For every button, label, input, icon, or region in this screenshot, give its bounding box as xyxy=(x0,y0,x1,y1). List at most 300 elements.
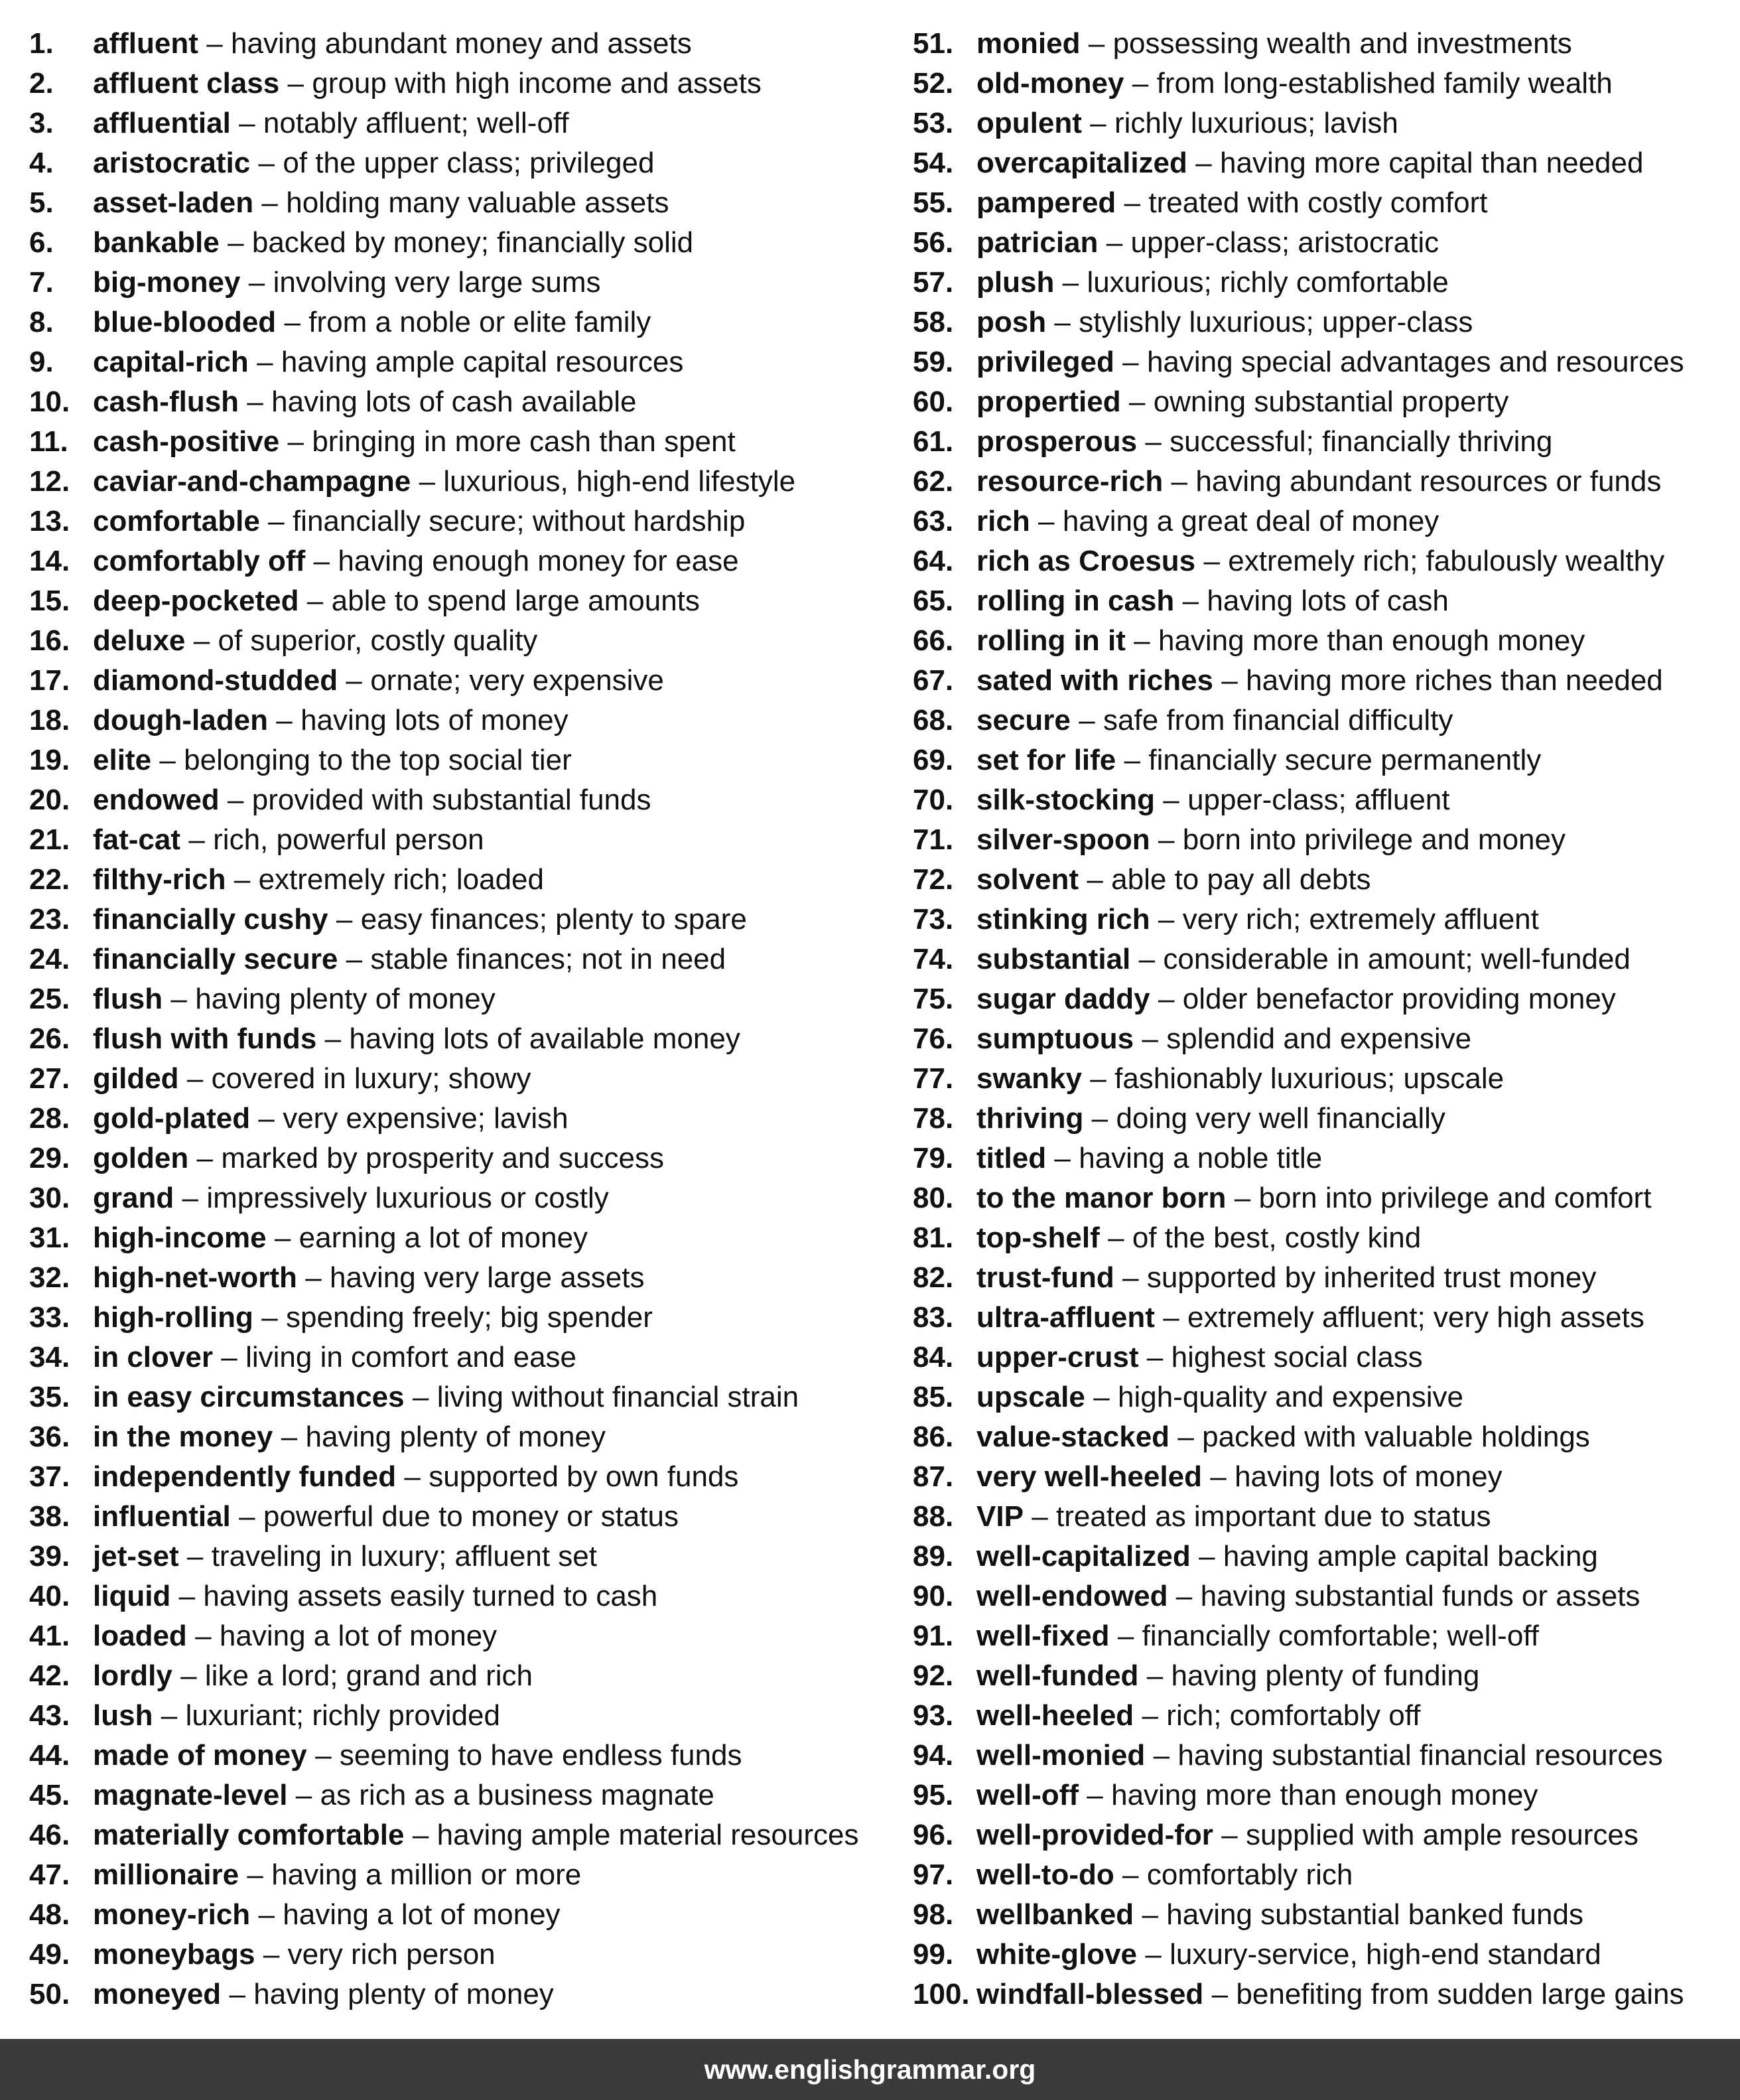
entry-dash: – xyxy=(1142,1699,1158,1732)
list-item xyxy=(913,1616,1735,1656)
entry-text xyxy=(976,422,1552,462)
entry-definition: earning a lot of money xyxy=(299,1222,588,1254)
entry-text xyxy=(93,1855,581,1895)
entry-dash: – xyxy=(404,1460,421,1493)
entry-number: 20. xyxy=(29,784,70,816)
entry-number: 70. xyxy=(913,784,954,816)
entry-word: very well-heeled xyxy=(976,1460,1202,1493)
entry-text xyxy=(93,382,637,422)
entry-dash: – xyxy=(1088,27,1105,60)
entry-dash: – xyxy=(239,1500,255,1533)
entry-dash: – xyxy=(188,823,205,856)
entry-number: 60. xyxy=(913,385,954,418)
entry-definition: impressively luxurious or costly xyxy=(206,1182,609,1214)
list-item xyxy=(913,820,1735,860)
list-item xyxy=(913,979,1735,1019)
entry-word: materially comfortable xyxy=(93,1819,405,1851)
list-item xyxy=(29,1099,885,1139)
list-item xyxy=(913,1417,1735,1457)
entry-number: 68. xyxy=(913,704,954,736)
entry-definition: having more than enough money xyxy=(1158,624,1585,657)
list-item xyxy=(913,1019,1735,1059)
entry-word: capital-rich xyxy=(93,346,249,378)
entry-number: 3. xyxy=(29,107,54,139)
entry-text xyxy=(976,1457,1503,1497)
entry-dash: – xyxy=(1124,744,1141,776)
entry-word: magnate-level xyxy=(93,1779,288,1811)
entry-number: 67. xyxy=(913,664,954,697)
entry-text xyxy=(976,1019,1471,1059)
entry-definition: splendid and expensive xyxy=(1166,1022,1472,1055)
entry-definition: as rich as a business magnate xyxy=(320,1779,714,1811)
entry-text xyxy=(93,581,700,621)
entry-definition: having lots of cash xyxy=(1207,585,1449,617)
entry-text xyxy=(976,1059,1504,1099)
entry-dash: – xyxy=(1093,1381,1110,1413)
entry-number: 75. xyxy=(913,983,954,1015)
entry-definition: doing very well financially xyxy=(1116,1102,1445,1135)
list-item xyxy=(29,143,885,183)
entry-text xyxy=(976,1537,1598,1576)
list-item xyxy=(29,223,885,263)
entry-text xyxy=(976,780,1450,820)
entry-text xyxy=(93,104,569,143)
entry-definition: very rich person xyxy=(287,1938,496,1971)
entry-dash: – xyxy=(247,1858,263,1891)
entry-word: solvent xyxy=(976,863,1079,896)
entry-dash: – xyxy=(247,385,263,418)
entry-number: 63. xyxy=(913,505,954,537)
entry-word: wellbanked xyxy=(976,1898,1134,1931)
entry-word: overcapitalized xyxy=(976,147,1187,179)
entry-number: 21. xyxy=(29,823,70,856)
entry-dash: – xyxy=(336,903,353,936)
entry-dash: – xyxy=(346,664,362,697)
list-item xyxy=(913,581,1735,621)
entry-number: 65. xyxy=(913,585,954,617)
entry-definition: belonging to the top social tier xyxy=(184,744,572,776)
entry-dash: – xyxy=(346,943,363,975)
entry-text xyxy=(93,462,795,502)
entry-dash: – xyxy=(287,67,304,100)
entry-word: influential xyxy=(93,1500,231,1533)
entry-text xyxy=(976,1298,1644,1338)
entry-dash: – xyxy=(1182,585,1199,617)
entry-definition: having a lot of money xyxy=(283,1898,561,1931)
entry-word: jet-set xyxy=(93,1540,179,1573)
entry-number: 47. xyxy=(29,1858,70,1891)
entry-dash: – xyxy=(313,545,330,577)
entry-definition: having substantial banked funds xyxy=(1166,1898,1583,1931)
entry-definition: from long-established family wealth xyxy=(1156,67,1613,100)
entry-text xyxy=(976,183,1487,223)
entry-number: 12. xyxy=(29,465,70,498)
entry-number: 18. xyxy=(29,704,70,736)
entry-number: 72. xyxy=(913,863,954,896)
entry-word: deep-pocketed xyxy=(93,585,299,617)
entry-text xyxy=(93,860,544,900)
entry-number: 69. xyxy=(913,744,954,776)
entry-word: lush xyxy=(93,1699,153,1732)
entry-dash: – xyxy=(1128,385,1146,418)
entry-dash: – xyxy=(239,107,255,139)
entry-number: 45. xyxy=(29,1779,70,1811)
list-item xyxy=(913,860,1735,900)
entry-text xyxy=(976,64,1613,104)
entry-definition: having ample capital backing xyxy=(1223,1540,1598,1573)
entry-text xyxy=(976,462,1661,502)
entry-number: 49. xyxy=(29,1938,70,1971)
entry-dash: – xyxy=(186,1540,204,1573)
list-item xyxy=(913,1377,1735,1417)
entry-number: 11. xyxy=(29,425,68,458)
entry-definition: having substantial financial resources xyxy=(1177,1739,1663,1772)
entry-definition: seeming to have endless funds xyxy=(339,1739,742,1772)
entry-word: prosperous xyxy=(976,425,1138,458)
entry-dash: – xyxy=(258,1102,275,1135)
entry-number: 14. xyxy=(29,545,70,577)
entry-definition: born into privilege and money xyxy=(1182,823,1566,856)
entry-dash: – xyxy=(263,1938,280,1971)
entry-word: affluent class xyxy=(93,67,280,100)
entry-dash: – xyxy=(281,1421,298,1453)
entry-word: grand xyxy=(93,1182,174,1214)
entry-text xyxy=(93,422,736,462)
entry-definition: stable finances; not in need xyxy=(370,943,726,975)
list-item xyxy=(29,940,885,979)
entry-number: 19. xyxy=(29,744,70,776)
entry-text xyxy=(93,1338,576,1377)
list-item xyxy=(913,462,1735,502)
entry-text xyxy=(93,64,762,104)
entry-definition: upper-class; aristocratic xyxy=(1130,226,1439,259)
entry-number: 30. xyxy=(29,1182,70,1214)
entry-definition: notably affluent; well-off xyxy=(263,107,569,139)
entry-dash: – xyxy=(1199,1540,1215,1573)
entry-dash: – xyxy=(1054,1142,1071,1174)
entry-dash: – xyxy=(1145,1938,1162,1971)
entry-text xyxy=(93,1497,679,1537)
entry-number: 50. xyxy=(29,1978,70,2010)
entry-word: sated with riches xyxy=(976,664,1214,697)
entry-dash: – xyxy=(1203,545,1220,577)
list-item xyxy=(913,1258,1735,1298)
list-item xyxy=(29,661,885,701)
list-item xyxy=(913,502,1735,541)
list-item xyxy=(29,1298,885,1338)
entry-definition: richly luxurious; lavish xyxy=(1114,107,1398,139)
entry-word: bankable xyxy=(93,226,220,259)
entry-dash: – xyxy=(261,186,278,219)
list-item xyxy=(29,303,885,342)
entry-dash: – xyxy=(180,1659,197,1692)
entry-number: 53. xyxy=(913,107,954,139)
entry-number: 58. xyxy=(913,306,954,338)
entry-text xyxy=(976,940,1631,979)
entry-text xyxy=(976,1616,1539,1656)
list-item xyxy=(29,1059,885,1099)
entry-word: diamond-studded xyxy=(93,664,338,697)
entry-text xyxy=(93,820,484,860)
entry-text xyxy=(976,1736,1663,1776)
entry-word: moneyed xyxy=(93,1978,222,2010)
list-item xyxy=(29,1656,885,1696)
entry-word: loaded xyxy=(93,1620,187,1652)
entry-word: substantial xyxy=(976,943,1131,975)
entry-definition: covered in luxury; showy xyxy=(211,1062,531,1095)
entry-definition: traveling in luxury; affluent set xyxy=(211,1540,597,1573)
list-item xyxy=(913,104,1735,143)
entry-word: asset-laden xyxy=(93,186,254,219)
entry-text xyxy=(93,940,726,979)
list-item xyxy=(29,1338,885,1377)
entry-text xyxy=(93,1776,714,1815)
entry-definition: ornate; very expensive xyxy=(370,664,664,697)
list-item xyxy=(913,382,1735,422)
entry-word: rolling in it xyxy=(976,624,1126,657)
entry-dash: – xyxy=(1108,1222,1124,1254)
list-item xyxy=(29,502,885,541)
list-item xyxy=(29,382,885,422)
list-item xyxy=(913,1736,1735,1776)
entry-definition: supplied with ample resources xyxy=(1246,1819,1639,1851)
entry-text xyxy=(93,1656,533,1696)
entry-number: 37. xyxy=(29,1460,70,1493)
entry-number: 89. xyxy=(913,1540,954,1573)
entry-text xyxy=(976,382,1508,422)
entry-text xyxy=(93,1736,742,1776)
entry-definition: having plenty of money xyxy=(195,983,496,1015)
entry-word: fat-cat xyxy=(93,823,181,856)
list-item xyxy=(913,1059,1735,1099)
entry-word: upper-crust xyxy=(976,1341,1139,1373)
list-item xyxy=(29,541,885,581)
entry-dash: – xyxy=(1153,1739,1170,1772)
entry-number: 79. xyxy=(913,1142,954,1174)
entry-dash: – xyxy=(178,1580,196,1612)
entry-text xyxy=(93,621,537,661)
entry-definition: bringing in more cash than spent xyxy=(312,425,736,458)
entry-definition: having more riches than needed xyxy=(1246,664,1663,697)
entry-dash: – xyxy=(258,1898,275,1931)
list-item xyxy=(29,1417,885,1457)
entry-text xyxy=(93,223,693,263)
entry-word: blue-blooded xyxy=(93,306,277,338)
entry-text xyxy=(93,1576,657,1616)
entry-dash: – xyxy=(1211,1978,1229,2010)
entry-word: well-provided-for xyxy=(976,1819,1213,1851)
list-item xyxy=(29,860,885,900)
entry-word: aristocratic xyxy=(93,147,251,179)
entry-definition: marked by prosperity and success xyxy=(221,1142,664,1174)
entry-dash: – xyxy=(274,1222,291,1254)
entry-word: well-fixed xyxy=(976,1620,1110,1652)
entry-word: pampered xyxy=(976,186,1116,219)
entry-number: 98. xyxy=(913,1898,954,1931)
entry-number: 87. xyxy=(913,1460,954,1493)
entry-dash: – xyxy=(1079,704,1095,736)
entry-word: rolling in cash xyxy=(976,585,1175,617)
entry-dash: – xyxy=(258,147,275,179)
entry-definition: living in comfort and ease xyxy=(245,1341,577,1373)
entry-definition: packed with valuable holdings xyxy=(1202,1421,1590,1453)
entry-definition: of the best, costly kind xyxy=(1132,1222,1422,1254)
list-item xyxy=(913,621,1735,661)
entry-dash: – xyxy=(229,1978,245,2010)
entry-definition: of the upper class; privileged xyxy=(283,147,655,179)
list-item xyxy=(29,900,885,940)
entry-dash: – xyxy=(1122,346,1139,378)
entry-number: 84. xyxy=(913,1341,954,1373)
entry-dash: – xyxy=(412,1381,429,1413)
entry-word: big-money xyxy=(93,266,241,299)
list-item xyxy=(913,1099,1735,1139)
entry-text xyxy=(976,1377,1463,1417)
entry-number: 77. xyxy=(913,1062,954,1095)
list-item xyxy=(29,1935,885,1975)
entry-definition: upper-class; affluent xyxy=(1187,784,1450,816)
list-item xyxy=(29,422,885,462)
entry-text xyxy=(976,1776,1538,1815)
entry-text xyxy=(976,502,1439,541)
list-item xyxy=(29,780,885,820)
entry-number: 8. xyxy=(29,306,54,338)
list-item xyxy=(913,1338,1735,1377)
entry-text xyxy=(976,1855,1353,1895)
list-item xyxy=(29,1019,885,1059)
list-item xyxy=(29,1497,885,1537)
entry-text xyxy=(976,303,1473,342)
list-item xyxy=(913,1815,1735,1855)
entry-definition: highest social class xyxy=(1171,1341,1423,1373)
entry-dash: – xyxy=(228,784,244,816)
entry-word: stinking rich xyxy=(976,903,1150,936)
entry-word: cash-positive xyxy=(93,425,280,458)
list-item xyxy=(913,64,1735,104)
entry-text xyxy=(93,1457,738,1497)
list-item xyxy=(29,1178,885,1218)
list-item xyxy=(913,780,1735,820)
list-item xyxy=(913,1576,1735,1616)
list-item xyxy=(29,1537,885,1576)
entry-word: titled xyxy=(976,1142,1047,1174)
entry-definition: having more capital than needed xyxy=(1220,147,1644,179)
entry-number: 39. xyxy=(29,1540,70,1573)
entry-definition: having a million or more xyxy=(271,1858,582,1891)
entry-word: financially secure xyxy=(93,943,338,975)
entry-text xyxy=(976,1258,1596,1298)
footer-website-link[interactable]: www.englishgrammar.org xyxy=(704,2054,1036,2085)
right-word-list xyxy=(913,24,1735,2014)
entry-dash: – xyxy=(1117,1620,1134,1652)
entry-number: 85. xyxy=(913,1381,954,1413)
entry-number: 29. xyxy=(29,1142,70,1174)
entry-number: 56. xyxy=(913,226,954,259)
entry-word: millionaire xyxy=(93,1858,239,1891)
list-item xyxy=(913,1895,1735,1935)
entry-definition: holding many valuable assets xyxy=(286,186,669,219)
entry-text xyxy=(93,1218,588,1258)
entry-text xyxy=(93,502,745,541)
entry-text xyxy=(976,263,1449,303)
entry-definition: safe from financial difficulty xyxy=(1103,704,1453,736)
entry-number: 9. xyxy=(29,346,54,378)
list-item xyxy=(29,342,885,382)
entry-word: moneybags xyxy=(93,1938,255,1971)
entry-text xyxy=(976,1935,1601,1975)
list-item xyxy=(913,1696,1735,1736)
entry-word: posh xyxy=(976,306,1047,338)
entry-definition: from a noble or elite family xyxy=(308,306,651,338)
entry-text xyxy=(976,1178,1651,1218)
entry-dash: – xyxy=(1158,823,1175,856)
entry-definition: supported by own funds xyxy=(429,1460,739,1493)
list-item xyxy=(29,1377,885,1417)
entry-dash: – xyxy=(206,27,223,60)
list-item xyxy=(29,104,885,143)
entry-dash: – xyxy=(284,306,301,338)
entry-number: 25. xyxy=(29,983,70,1015)
entry-word: windfall-blessed xyxy=(976,1978,1204,2010)
entry-number: 15. xyxy=(29,585,70,617)
entry-word: high-net-worth xyxy=(93,1261,297,1294)
entry-definition: extremely affluent; very high assets xyxy=(1187,1301,1644,1334)
list-item xyxy=(913,1139,1735,1178)
entry-text xyxy=(976,342,1684,382)
entry-text xyxy=(93,979,496,1019)
entry-text xyxy=(976,1815,1639,1855)
entry-word: independently funded xyxy=(93,1460,397,1493)
entry-definition: extremely rich; loaded xyxy=(258,863,544,896)
entry-number: 26. xyxy=(29,1022,70,1055)
entry-definition: luxurious, high-end lifestyle xyxy=(443,465,796,498)
entry-word: in the money xyxy=(93,1421,273,1453)
entry-definition: easy finances; plenty to spare xyxy=(360,903,747,936)
entry-text xyxy=(93,1935,496,1975)
entry-number: 7. xyxy=(29,266,54,299)
entry-number: 83. xyxy=(913,1301,954,1334)
entry-dash: – xyxy=(234,863,251,896)
entry-definition: having lots of cash available xyxy=(271,385,637,418)
entry-number: 62. xyxy=(913,465,954,498)
entry-word: filthy-rich xyxy=(93,863,226,896)
entry-definition: older benefactor providing money xyxy=(1182,983,1616,1015)
entry-word: trust-fund xyxy=(976,1261,1114,1294)
entry-number: 27. xyxy=(29,1062,70,1095)
entry-text xyxy=(93,143,654,183)
entry-definition: involving very large sums xyxy=(273,266,601,299)
entry-dash: – xyxy=(195,1620,212,1652)
entry-dash: – xyxy=(1145,425,1162,458)
entry-number: 71. xyxy=(913,823,954,856)
entry-number: 34. xyxy=(29,1341,70,1373)
list-item xyxy=(29,1975,885,2014)
entry-word: golden xyxy=(93,1142,189,1174)
entry-dash: – xyxy=(306,585,324,617)
entry-word: in clover xyxy=(93,1341,213,1373)
entry-text xyxy=(976,740,1541,780)
entry-dash: – xyxy=(248,266,265,299)
list-item xyxy=(913,661,1735,701)
entry-number: 38. xyxy=(29,1500,70,1533)
list-item xyxy=(913,1656,1735,1696)
left-word-list xyxy=(29,24,885,2014)
entry-number: 10. xyxy=(29,385,70,418)
entry-dash: – xyxy=(1090,107,1106,139)
entry-text xyxy=(976,1656,1479,1696)
entry-word: secure xyxy=(976,704,1071,736)
entry-dash: – xyxy=(1134,624,1150,657)
